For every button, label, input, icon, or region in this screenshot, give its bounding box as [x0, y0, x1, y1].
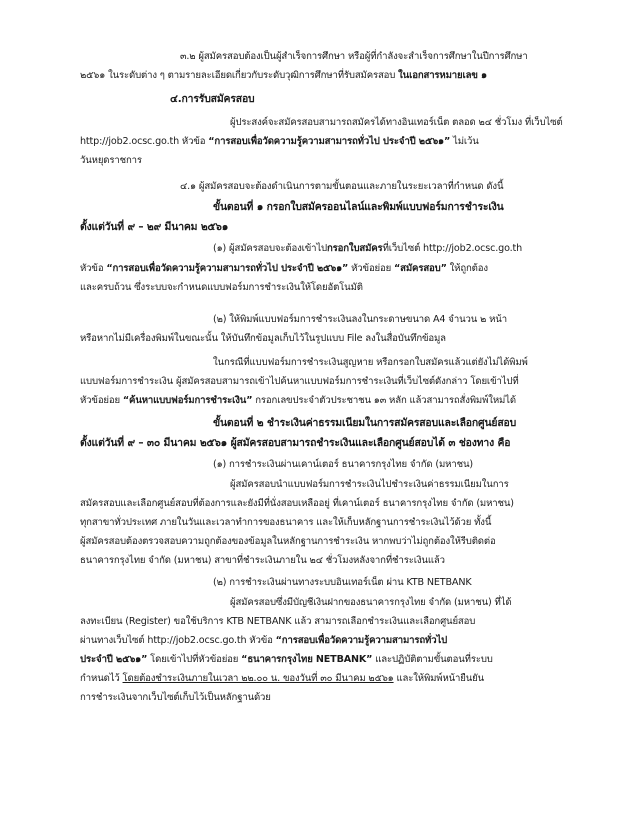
step-2-heading: ขั้นตอนที่ ๒ ชำระเงินค่าธรรมเนียมในการสมัครสอบและเลือกศูนย์สอบ: [213, 417, 517, 429]
step-1-subtopic-label: หัวข้อย่อย: [348, 263, 395, 274]
intro-topic-title: “การสอบเพื่อวัดความรู้ความสามารถทั่วไป ประจำปี ๒๕๖๑”: [208, 136, 451, 147]
step-1-p3-bold: “ค้นหาแบบฟอร์มการชำระเงิน”: [122, 395, 253, 406]
step-1-p2-line-2: หรือหากไม่มีเครื่องพิมพ์ในขณะนั้น ให้บันทึกข้อมูลเก็บไว้ในรูปแบบ File ลงในสื่อบันทึกข้อมูล: [80, 333, 446, 344]
step-1-p3-label: หัวข้อย่อย: [80, 395, 123, 406]
step-1-p1-line-2: [80, 262, 488, 276]
step-2-option-2-line-1: ผู้สมัครสอบซึ่งมีบัญชีเงินฝากของธนาคารกรุงไทย จำกัด (มหาชน) ที่ได้: [230, 597, 512, 608]
step-2-option-2-deadline: โดยต้องชำระเงินภายในเวลา ๒๒.๐๐ น. ของวันที่ ๓๐ มีนาคม ๒๕๖๑: [122, 673, 394, 684]
step-2-option-2-line-5: [80, 672, 484, 686]
step-2-option-1-line-5: ธนาคารกรุงไทย จำกัด (มหาชน) สาขาที่ชำระเงินภายใน ๒๔ ชั่วโมงหลังจากที่ชำระเงินแล้ว: [80, 555, 445, 566]
step-2-option-2-subtopic-label: โดยเข้าไปที่หัวข้อย่อย: [147, 654, 242, 665]
step-2-option-2-end: และให้พิมพ์หน้ายืนยัน: [393, 673, 485, 684]
section-4-heading: ๔.การรับสมัครสอบ: [170, 93, 255, 105]
intro-url: http://job2.ocsc.go.th: [80, 136, 180, 147]
step-1-p1-line-3: และครบถ้วน ซึ่งระบบจะกำหนดแบบฟอร์มการชำระเงินให้โดยอัตโนมัติ: [80, 282, 363, 293]
step-1-p1-tail: ให้ถูกต้อง: [446, 263, 488, 274]
step-2-option-1-line-4: ผู้สมัครสอบต้องตรวจสอบความถูกต้องของข้อมูลในหลักฐานการชำระเงิน หากพบว่าไม่ถูกต้องให้รีบติดต่อ: [80, 536, 496, 547]
step-2-option-2-line-6: การชำระเงินจากเว็บไซต์เก็บไว้เป็นหลักฐานด้วย: [80, 692, 271, 703]
sec-3-2-line-2: [80, 69, 487, 83]
step-1-dates: ตั้งแต่วันที่ ๙ – ๒๙ มีนาคม ๒๕๖๑: [80, 221, 229, 233]
step-1-p1-url: ที่เว็บไซต์ http://job2.ocsc.go.th: [382, 243, 523, 254]
sec-3-2-line-1: ๓.๒ ผู้สมัครสอบต้องเป็นผู้สำเร็จการศึกษา หรือผู้ที่กำลังจะสำเร็จการศึกษาในปีการศึกษา: [180, 51, 528, 62]
step-1-topic-label: หัวข้อ: [80, 263, 107, 274]
step-1-subtopic-title: “สมัครสอบ”: [394, 263, 447, 274]
step-1-p2-line-1: (๒) ให้พิมพ์แบบฟอร์มการชำระเงินลงในกระดาษขนาด A4 จำนวน ๒ หน้า: [213, 314, 507, 325]
step-2-option-1-head: (๑) การชำระเงินผ่านเคาน์เตอร์ ธนาคารกรุงไทย จำกัด (มหาชน): [213, 459, 473, 470]
step-2-option-1-line-1: ผู้สมัครสอบนำแบบฟอร์มการชำระเงินไปชำระเงินค่าธรรมเนียมในการ: [230, 479, 509, 490]
sec-4-1-line: ๔.๑ ผู้สมัครสอบจะต้องดำเนินการตามขั้นตอนและภายในระยะเวลาที่กำหนด ดังนี้: [180, 181, 504, 192]
step-2-option-1-line-3: ทุกสาขาทั่วประเทศ ภายในวันและเวลาทำการของธนาคาร และให้เก็บหลักฐานการชำระเงินไว้ด้วย ทั้งนี้: [80, 517, 492, 528]
step-2-option-2-line-4: [80, 653, 493, 667]
step-2-option-2-topic: “การสอบเพื่อวัดความรู้ความสามารถทั่วไป: [275, 635, 448, 646]
step-2-option-2-label: กำหนดไว้: [80, 673, 123, 684]
step-2-option-2-tail: และปฏิบัติตามขั้นตอนที่ระบบ: [372, 654, 493, 665]
step-2-option-2-line-2: ลงทะเบียน (Register) ขอใช้บริการ KTB NETBANK แล้ว สามารถเลือกชำระเงินและเลือกศูนย์สอบ: [80, 616, 476, 627]
step-2-option-2-head: (๒) การชำระเงินผ่านทางระบบอินเทอร์เน็ต ผ่าน KTB NETBANK: [213, 577, 472, 588]
intro-line-3: วันหยุดราชการ: [80, 155, 142, 166]
intro-line-1: ผู้ประสงค์จะสมัครสอบสามารถสมัครได้ทางอินเทอร์เน็ต ตลอด ๒๔ ชั่วโมง ที่เว็บไซต์: [230, 117, 563, 128]
sec-3-2-doc-ref: ในเอกสารหมายเลข ๑: [398, 70, 487, 81]
step-2-option-2-line-3: [80, 634, 447, 648]
intro-line-2: [80, 135, 479, 149]
step-2-dates: ตั้งแต่วันที่ ๙ – ๓๐ มีนาคม ๒๕๖๑ ผู้สมัครสอบสามารถชำระเงินและเลือกศูนย์สอบได้ ๓ ช่องทาง คือ: [80, 437, 511, 449]
step-2-option-2-topic-end: ประจำปี ๒๕๖๑”: [80, 654, 148, 665]
step-2-option-2-subtopic: “ธนาคารกรุงไทย NETBANK”: [241, 654, 373, 665]
step-1-p3-line-2: แบบฟอร์มการชำระเงิน ผู้สมัครสอบสามารถเข้าไปค้นหาแบบฟอร์มการชำระเงินที่เว็บไซต์ดังกล่าว โดยเข้าไปที่: [80, 376, 519, 387]
sec-3-2-text: ๒๕๖๑ ในระดับต่าง ๆ ตามรายละเอียดเกี่ยวกับระดับวุฒิการศึกษาที่รับสมัครสอบ: [80, 70, 396, 81]
intro-tail: ไม่เว้น: [450, 136, 479, 147]
step-1-heading: ขั้นตอนที่ ๑ กรอกใบสมัครออนไลน์และพิมพ์แบบฟอร์มการชำระเงิน: [213, 201, 504, 213]
step-1-topic-title: “การสอบเพื่อวัดความรู้ความสามารถทั่วไป ประจำปี ๒๕๖๑”: [106, 263, 349, 274]
step-2-option-2-text: ผ่านทางเว็บไซต์ http://job2.ocsc.go.th หัวข้อ: [80, 635, 276, 646]
step-1-p1-text: (๑) ผู้สมัครสอบจะต้องเข้าไป: [213, 243, 327, 254]
step-1-p3-line-3: [80, 394, 516, 408]
step-1-p1-bold: กรอกใบสมัคร: [327, 243, 383, 254]
step-2-option-1-line-2: สมัครสอบและเลือกศูนย์สอบที่ต้องการและยังมีที่นั่งสอบเหลืออยู่ ที่เคาน์เตอร์ ธนาคารกรุงไทย จำกัด (มหาชน): [80, 498, 514, 509]
step-1-p3-line-1: ในกรณีที่แบบฟอร์มการชำระเงินสูญหาย หรือกรอกใบสมัครแล้วแต่ยังไม่ได้พิมพ์: [213, 357, 528, 368]
step-1-p3-tail: กรอกเลขประจำตัวประชาชน ๑๓ หลัก แล้วสามารถสั่งพิมพ์ใหม่ได้: [252, 395, 516, 406]
step-1-p1-line-1: [213, 242, 522, 256]
intro-topic-label: หัวข้อ: [179, 136, 209, 147]
